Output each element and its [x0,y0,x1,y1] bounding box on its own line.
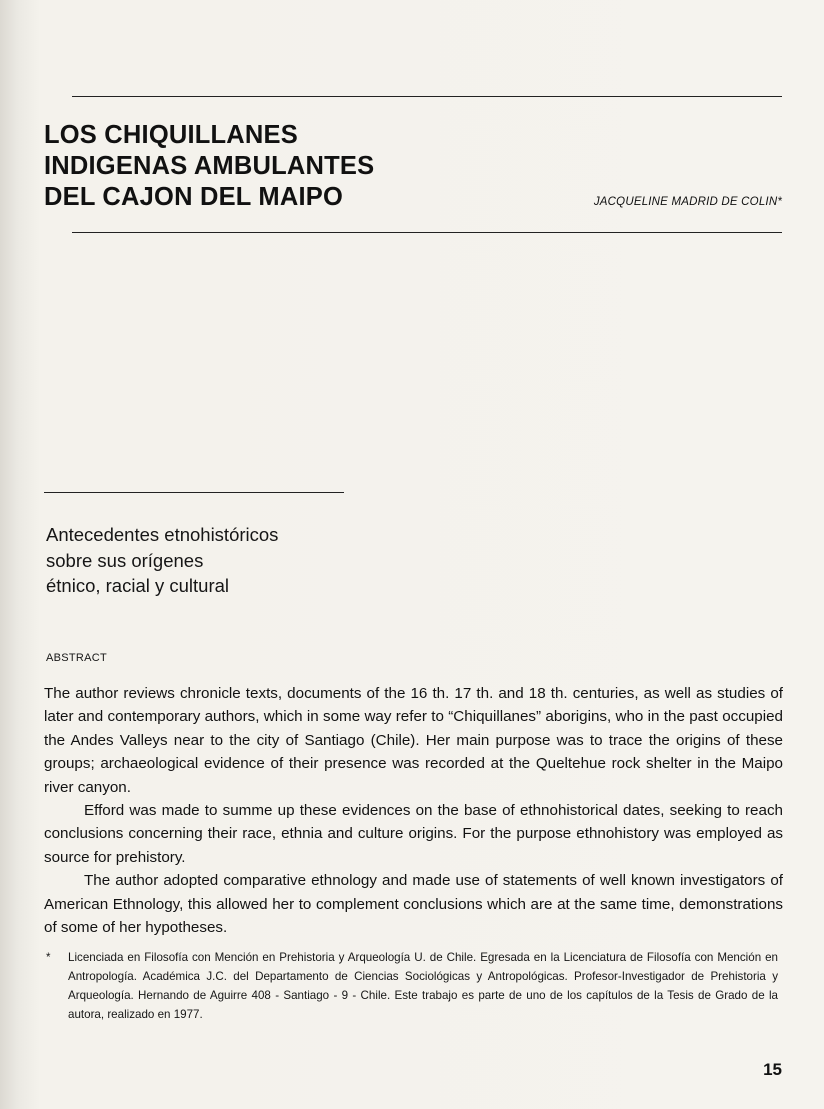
subtitle-line-1: Antecedentes etnohistóricos [46,524,279,545]
title-line-3: DEL CAJON DEL MAIPO [44,183,343,211]
title-line-1: LOS CHIQUILLANES [44,121,298,149]
subtitle-line-3: étnico, racial y cultural [46,575,230,596]
article-subtitle [46,522,366,599]
abstract-label: ABSTRACT [46,652,108,664]
abstract-paragraph-1: The author reviews chronicle texts, documents of the 16 th. 17 th. and 18 th. centuries, as well as studies of later and contemporary authors, which in some way refer to “Chiquillanes” aborigins, who in the past occupied the Andes Valleys near to the city of Santiago (Chile). Her main purpose was to trace the origins of these groups; archaeological evidence of their presence was recorded at the Queltehue rock shelter in the Maipo river canyon. [44,685,783,796]
page-number: 15 [763,1060,782,1079]
abstract-paragraph-3: The author adopted comparative ethnology and made use of statements of well known investigators of American Ethnology, this allowed her to complement conclusions which are at the same time, demonstrations of some of her hypotheses. [44,872,783,937]
footnote-mark: * [46,951,51,964]
subtitle-line-2: sobre sus orígenes [46,549,204,571]
top-rule [72,96,782,97]
abstract-body [44,682,783,939]
author-footnote [46,948,778,1024]
section-rule [44,492,344,493]
footnote-text: Licenciada en Filosofía con Mención en Prehistoria y Arqueología U. de Chile. Egresada en la Licenciatura de Filosofía con Mención en Antropología. Académica J.C. del Departamento de Ciencias Sociológicas y Antropológicas. Profesor-Investigador de Prehistoria y Arqueología. Hernando de Aguirre 408 - Santiago - 9 - Chile. Este trabajo es parte de uno de los capítulos de la Tesis de Grado de la autora, realizado en 1977. [68,951,778,1021]
title-rule [72,232,782,233]
title-line-2: INDIGENAS AMBULANTES [44,152,375,180]
author-name: JACQUELINE MADRID DE COLIN* [593,196,782,208]
article-title [44,120,464,213]
abstract-paragraph-2: Efford was made to summe up these evidences on the base of ethnohistorical dates, seeking to reach conclusions concerning their race, ethnia and culture origins. For the purpose ethnohistory was employed as source for prehistory. [44,802,783,866]
